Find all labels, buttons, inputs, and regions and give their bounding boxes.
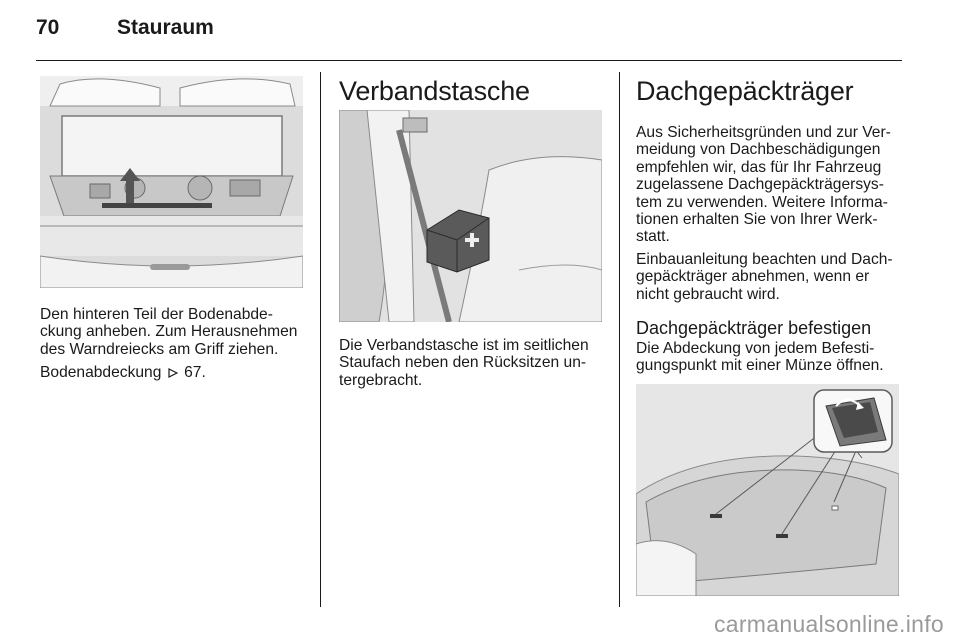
text-line: Die Verbandstasche ist im seitlichen [339,337,589,354]
column1-paragraph1 [40,306,310,358]
text-line: tergebracht. [339,371,423,389]
text-line: Einbauanleitung beachten und Dach- [636,251,893,268]
text-line: Den hinteren Teil der Bodenabde- [40,306,273,323]
column1-paragraph2 [40,364,310,381]
text-line: ckung anheben. Zum Herausnehmen [40,323,298,341]
text-line: gungspunkt mit einer Münze öffnen. [636,357,884,375]
text-line: tionen erhalten Sie von Ihrer Werk- [636,211,878,229]
text-line: zugelassene Dachgepäckträgersys- [636,176,884,194]
text-line: nicht gebraucht wird. [636,285,780,303]
column2-paragraph [339,337,609,389]
cross-reference-text: Bodenabdeckung [40,364,162,381]
text-line: statt. [636,228,670,246]
page-number: 70 [36,16,60,39]
heading-dachgepaecktraeger: Dachgepäckträger [636,76,854,106]
column3-paragraph3 [636,340,906,375]
roof-mounting-point-illustration [636,384,899,596]
column3-paragraph1 [636,124,906,246]
first-aid-kit-illustration [339,110,602,322]
text-line: empfehlen wir, das für Ihr Fahrzeug [636,158,882,176]
text-line: des Warndreiecks am Griff ziehen. [40,340,279,358]
text-line: gepäckträger abnehmen, wenn er [636,268,870,286]
cross-reference-page[interactable]: 67. [184,364,206,381]
header-rule [36,60,902,61]
section-title: Stauraum [117,16,214,39]
subheading-befestigen: Dachgepäckträger befestigen [636,318,872,338]
watermark: carmanualsonline.info [713,611,944,637]
text-line: Aus Sicherheitsgründen und zur Ver- [636,124,891,141]
column3-paragraph2 [636,251,906,303]
page-reference-triangle-icon[interactable] [168,368,178,378]
column-divider-2 [619,72,620,607]
column-divider-1 [320,72,321,607]
text-line: meidung von Dachbeschädigungen [636,141,881,159]
text-line: Staufach neben den Rücksitzen un- [339,354,587,372]
trunk-floor-illustration [40,76,303,288]
heading-verbandstasche: Verbandstasche [339,76,530,106]
text-line: tem zu verwenden. Weitere Informa- [636,193,888,211]
text-line: Die Abdeckung von jedem Befesti- [636,340,875,357]
